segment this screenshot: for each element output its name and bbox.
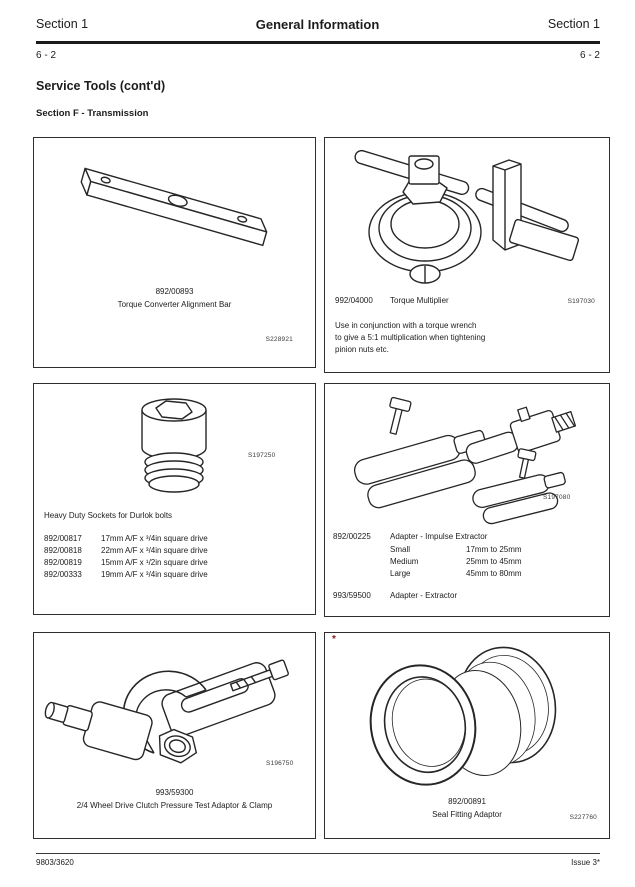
part-desc: 19mm A/F x ³/4in square drive — [101, 570, 208, 579]
revision-marker: * — [332, 634, 336, 645]
tool-name: 2/4 Wheel Drive Clutch Pressure Test Adaptor & Clamp — [76, 801, 273, 810]
tool-name: Adapter - Impulse Extractor — [390, 532, 488, 541]
tool-box-torque-multiplier — [324, 137, 610, 373]
figure-ref: S227760 — [569, 814, 597, 821]
tool-name: Seal Fitting Adaptor — [432, 810, 502, 819]
footer-issue: Issue 3* — [571, 858, 600, 867]
size-range: 17mm to 25mm — [466, 545, 522, 554]
extractor-adapters-illustration — [325, 384, 609, 532]
tool-name: Torque Converter Alignment Bar — [117, 300, 232, 309]
header-rule — [36, 41, 600, 44]
figure-ref: S228921 — [265, 336, 293, 343]
page-number-right: 6 - 2 — [579, 50, 600, 61]
tool-box-extractor-adapters — [324, 383, 610, 617]
note-line: to give a 5:1 multiplication when tightening — [335, 333, 486, 342]
header-section-right: Section 1 — [547, 17, 600, 31]
part-number: 892/00891 — [448, 797, 486, 806]
part-number: 993/59300 — [155, 788, 194, 797]
note-line: pinion nuts etc. — [335, 345, 389, 354]
part-number: 992/04000 — [335, 296, 373, 305]
torque-multiplier-illustration — [325, 140, 609, 290]
tool-box-clutch-test-adaptor — [33, 632, 316, 839]
figure-ref: S197030 — [567, 298, 595, 305]
page-number-left: 6 - 2 — [36, 50, 57, 61]
part-number: 993/59500 — [333, 591, 371, 600]
figure-ref: S197080 — [543, 494, 571, 501]
header-section-left: Section 1 — [36, 17, 89, 31]
tool-box-seal-fitting-adaptor — [324, 632, 610, 839]
tool-name: Torque Multiplier — [390, 296, 449, 305]
part-desc: 22mm A/F x ³/4in square drive — [101, 546, 208, 555]
seal-fitting-adaptor-illustration — [325, 637, 609, 789]
part-number: 892/00333 — [44, 570, 82, 579]
part-number: 892/00819 — [44, 558, 82, 567]
part-desc: 17mm A/F x ³/4in square drive — [101, 534, 208, 543]
page-title: Service Tools (cont'd) — [36, 79, 166, 93]
size-label: Small — [390, 545, 411, 554]
alignment-bar-illustration — [34, 140, 315, 285]
part-number: 892/00818 — [44, 546, 82, 555]
size-range: 45mm to 80mm — [466, 569, 522, 578]
part-number: 892/00225 — [333, 532, 371, 541]
size-range: 25mm to 45mm — [466, 557, 522, 566]
part-desc: 15mm A/F x ¹/2in square drive — [101, 558, 208, 567]
figure-ref: S196750 — [266, 760, 294, 767]
footer-rule — [36, 853, 600, 854]
tool-name: Adapter - Extractor — [390, 591, 458, 600]
part-number: 892/00817 — [44, 534, 82, 543]
page-subtitle: Section F - Transmission — [36, 108, 149, 119]
figure-ref: S197250 — [248, 452, 276, 459]
size-label: Large — [390, 569, 411, 578]
tool-box-alignment-bar — [33, 137, 316, 368]
footer-doc-number: 9803/3620 — [36, 858, 74, 867]
list-heading: Heavy Duty Sockets for Durlok bolts — [44, 511, 173, 520]
socket-illustration — [114, 392, 234, 500]
tool-box-sockets — [33, 383, 316, 615]
note-line: Use in conjunction with a torque wrench — [335, 321, 477, 330]
size-label: Medium — [390, 557, 419, 566]
header-title: General Information — [255, 17, 380, 32]
part-number: 892/00893 — [155, 287, 194, 296]
